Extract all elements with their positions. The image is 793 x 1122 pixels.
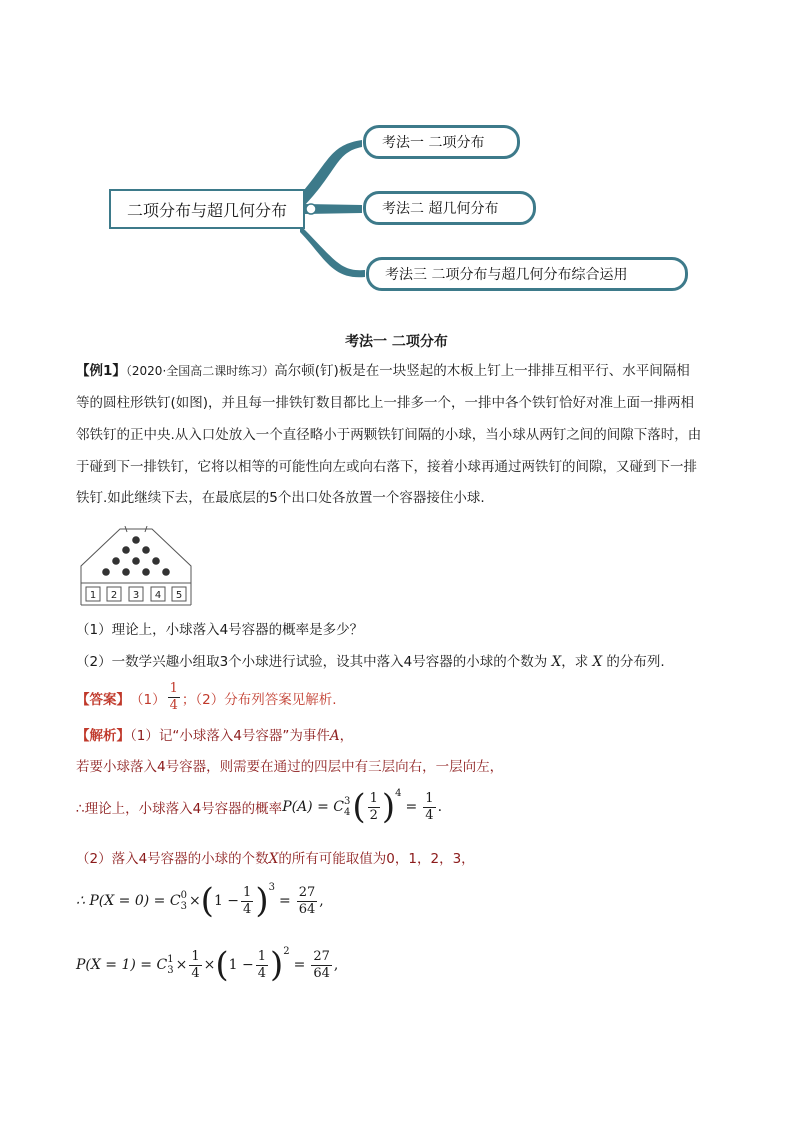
bin-label-5: 5 <box>175 590 183 601</box>
result-fraction <box>423 791 435 824</box>
eq2-one-minus: 1 − <box>228 957 254 973</box>
eq1-rn: 27 <box>298 884 316 900</box>
eq1-lhs: ∴ P(X = 0) = C <box>76 893 181 909</box>
eq1-times: × <box>188 893 201 909</box>
eq1-fn: 1 <box>243 884 252 900</box>
eq2-lhs: P(X = 1) = C <box>76 957 168 973</box>
answer-fraction <box>168 681 180 714</box>
example-line-5: 铁钉.如此继续下去，在最底层的5个出口处各放置一个容器接住小球. <box>76 490 485 506</box>
analysis-tag: 【解析】 <box>76 728 130 744</box>
eq2-result <box>311 949 332 982</box>
analysis-line-1 <box>76 727 353 745</box>
question-2-pre: （2）一数学兴趣小组取3个小球进行试验，设其中落入4号容器的小球的个数为 <box>76 654 548 670</box>
question-2-var2: X <box>592 654 603 670</box>
eq2-times-2: × <box>203 957 216 973</box>
analysis-l1-post: ， <box>339 728 354 744</box>
eq1-sub: 3 <box>180 901 187 912</box>
power: 4 <box>395 787 402 799</box>
example-line-4: 于碰到下一排铁钉，它将以相等的可能性向左或向右落下，接着小球再通过两铁钉的间隙，又碰到下一排 <box>76 459 697 475</box>
example-line-1 <box>76 362 690 380</box>
answer-line <box>76 681 337 714</box>
eq1-sup: 0 <box>180 890 187 901</box>
example-tag: 【例1】 <box>76 363 126 379</box>
example-line-3: 邻铁钉的正中央.从入口处放入一个直径略小于两颗铁钉间隔的小球，当小球从两钉之间的间隙下落时，由 <box>76 427 702 443</box>
eq2-fraction-a <box>189 949 201 982</box>
result-den: 4 <box>425 807 434 823</box>
eq1-equals: = <box>278 893 291 909</box>
eq2-fd: 4 <box>191 965 200 981</box>
answer-den: 4 <box>169 698 178 713</box>
eq2-rd: 64 <box>313 965 330 981</box>
half-num: 1 <box>369 790 378 806</box>
question-1: （1）理论上，小球落入4号容器的概率是多少？ <box>76 622 364 638</box>
eq1-result <box>297 885 318 918</box>
half-den: 2 <box>369 807 378 823</box>
equation-p-x-1 <box>76 945 339 985</box>
eq1-binom <box>181 890 187 912</box>
example-text-1: 高尔顿(钉)板是在一块竖起的木板上钉上一排排互相平行、水平间隔相 <box>274 363 690 379</box>
mindmap-branch-1: 考法一 二项分布 <box>363 125 520 159</box>
mindmap-branch-2: 考法二 超几何分布 <box>363 191 536 225</box>
analysis-l4-pre: （2）落入4号容器的小球的个数 <box>76 851 269 867</box>
answer-part-2: ；（2）分布列答案见解析. <box>181 691 337 708</box>
bin-label-1: 1 <box>89 590 97 601</box>
eq1-one-minus: 1 − <box>213 893 240 909</box>
example-source: （2020·全国高二课时练习） <box>125 364 275 378</box>
eq2-gn: 1 <box>257 948 266 964</box>
question-2-post: 的分布列. <box>606 654 665 670</box>
eq1-fraction <box>241 885 253 918</box>
binom-sub: 4 <box>343 807 351 818</box>
eq1-rd: 64 <box>298 901 316 917</box>
answer-part-1: （1） <box>130 691 166 708</box>
eq2-sub: 3 <box>167 965 174 976</box>
eq2-left-paren: ( <box>215 945 229 985</box>
mindmap-root: 二项分布与超几何分布 <box>109 189 305 229</box>
equals-sign: = <box>405 799 418 815</box>
bin-label-3: 3 <box>132 590 140 601</box>
eq2-fraction-b <box>256 949 268 982</box>
eq1-fd: 4 <box>243 901 252 917</box>
eq2-right-paren: ) <box>269 945 284 985</box>
answer-num: 1 <box>169 681 178 696</box>
eq2-sup: 1 <box>167 954 174 965</box>
analysis-l1-var: A <box>329 728 340 744</box>
analysis-line-2: 若要小球落入4号容器，则需要在通过的四层中有三层向右，一层向左， <box>76 759 504 775</box>
binom-sup: 3 <box>343 796 351 807</box>
eq2-times: × <box>175 957 188 973</box>
eq2-gd: 4 <box>257 965 266 981</box>
eq2-power: 2 <box>283 945 290 957</box>
eq1-left-paren: ( <box>200 881 214 921</box>
analysis-line-4 <box>76 850 475 868</box>
bin-label-4: 4 <box>154 590 162 601</box>
eq1-right-paren: ) <box>255 881 269 921</box>
analysis-l4-post: 的所有可能取值为0，1，2，3， <box>278 851 475 867</box>
analysis-l3-binom <box>344 796 350 818</box>
mindmap-branch-3: 考法三 二项分布与超几何分布综合运用 <box>366 257 688 291</box>
eq2-comma: , <box>333 957 339 973</box>
left-paren: ( <box>352 787 366 827</box>
eq2-rn: 27 <box>313 948 330 964</box>
half-fraction <box>368 791 380 824</box>
question-2-var: X <box>551 654 562 670</box>
galton-board-figure <box>80 526 192 606</box>
analysis-l3-text: ∴理论上，小球落入4号容器的概率 <box>76 801 283 817</box>
period: . <box>437 799 443 815</box>
section-heading: 考法一 二项分布 <box>345 334 448 350</box>
result-num: 1 <box>425 790 434 806</box>
right-paren: ) <box>381 787 396 827</box>
question-2-mid: ，求 <box>561 654 589 670</box>
eq2-fn: 1 <box>191 948 200 964</box>
example-line-2: 等的圆柱形铁钉(如图)，并且每一排铁钉数目都比上一排多一个，一排中各个铁钉恰好对准上面一排两相 <box>76 395 695 411</box>
equation-p-x-0 <box>76 881 324 921</box>
analysis-l3-lhs: P(A) = C <box>282 799 344 815</box>
eq1-comma: , <box>319 893 324 909</box>
answer-tag: 【答案】 <box>76 691 130 708</box>
question-2 <box>76 653 665 671</box>
eq2-equals: = <box>293 957 306 973</box>
analysis-line-3 <box>76 787 443 827</box>
analysis-l1-pre: （1）记“小球落入4号容器”为事件 <box>130 728 330 744</box>
bin-label-2: 2 <box>110 590 118 601</box>
eq1-power: 3 <box>268 881 275 893</box>
analysis-l4-var: X <box>268 851 279 867</box>
eq2-binom <box>167 954 173 976</box>
